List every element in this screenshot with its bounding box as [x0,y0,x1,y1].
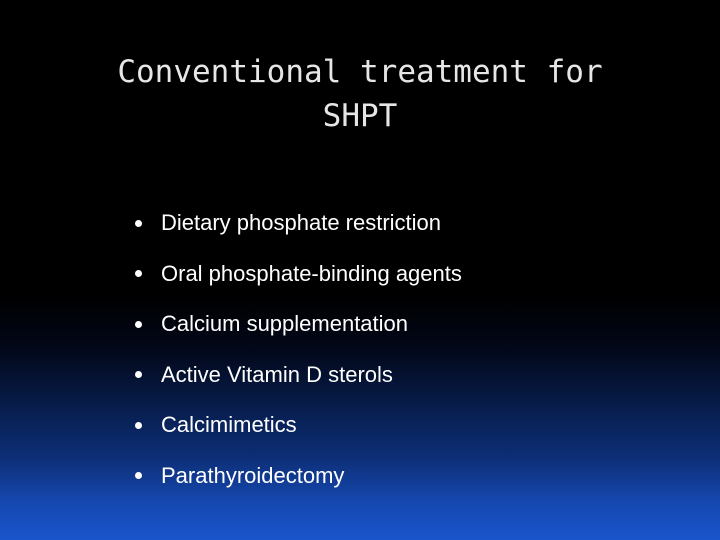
bullet-list [132,198,462,501]
bullet-item [132,400,462,451]
bullet-dot-icon [135,422,142,429]
slide-title-line-1: Conventional treatment for [117,54,603,90]
bullet-dot-icon [135,472,142,479]
bullet-text: Dietary phosphate restriction [161,210,442,236]
bullet-dot-icon [135,371,142,378]
bullet-item [132,198,462,249]
bullet-item [132,451,462,502]
bullet-text: Oral phosphate-binding agents [161,260,462,286]
bullet-text: Active Vitamin D sterols [161,361,393,387]
slide-title [0,50,720,138]
bullet-text: Parathyroidectomy [161,462,345,488]
bullet-dot-icon [135,321,142,328]
bullet-item [132,249,462,300]
bullet-text: Calcimimetics [161,412,297,438]
bullet-dot-icon [135,270,142,277]
bullet-item [132,350,462,401]
slide-title-line-2: SHPT [322,98,398,134]
bullet-item [132,299,462,350]
bullet-text: Calcium supplementation [161,311,409,337]
bullet-dot-icon [135,220,142,227]
